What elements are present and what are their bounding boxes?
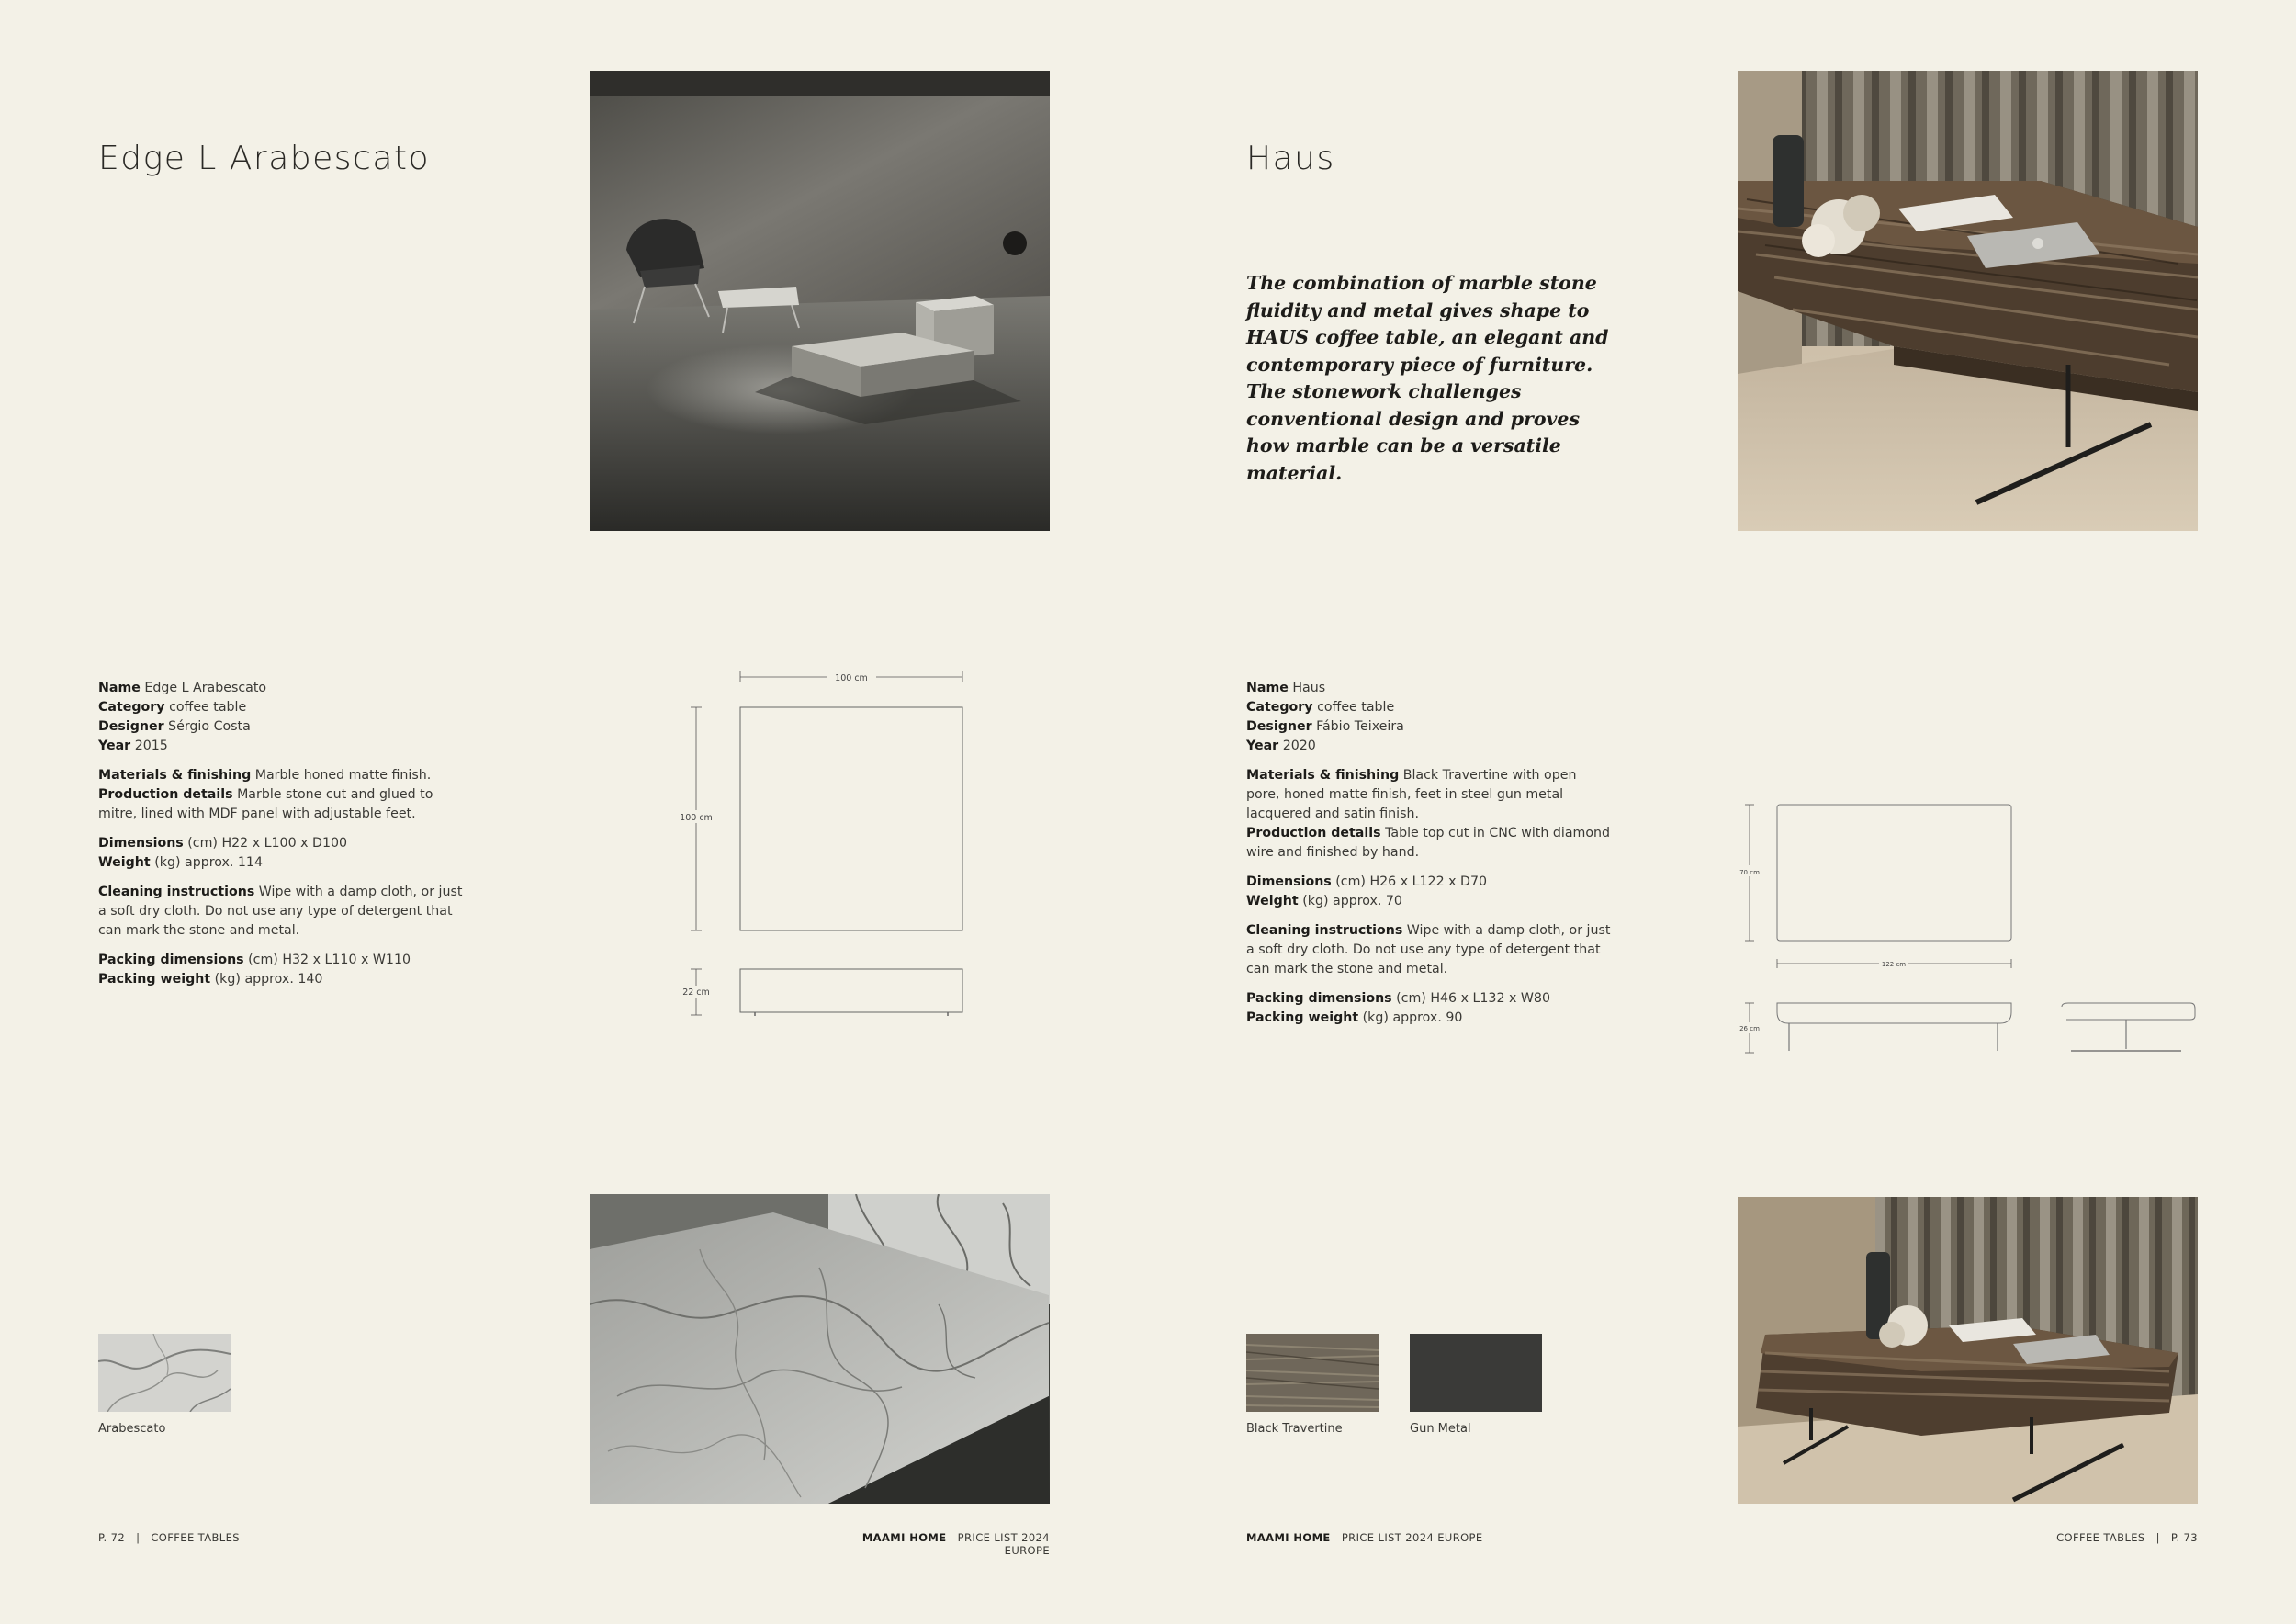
spec-packing-dims: H46 x L132 x W80 — [1430, 991, 1550, 1006]
dimension-depth-label: 70 cm — [1739, 869, 1760, 876]
spec-materials: Black Travertine with open pore, honed matte finish, feet in steel gun metal lacquered and satin finish. — [1246, 768, 1577, 821]
footer-section: COFFEE TABLES — [151, 1531, 240, 1544]
product-photo-detail — [590, 1194, 1050, 1504]
spec-designer: Sérgio Costa — [168, 719, 251, 734]
footer-brand-left — [857, 1531, 1050, 1557]
spec-production: Table top cut in CNC with diamond wire and finished by hand. — [1246, 826, 1611, 860]
spec-label: Packing weight — [1246, 1010, 1359, 1025]
spec-cleaning: Wipe with a damp cloth, or just a soft dry cloth. Do not use any type of detergent that can mark the stone and metal. — [98, 885, 463, 938]
dimension-height-label: 22 cm — [682, 987, 710, 998]
spec-label: Weight — [98, 855, 151, 870]
spec-label: Name — [98, 681, 141, 695]
product-photo-haus — [1738, 71, 2198, 531]
product-description: The combination of marble stone fluidity and metal gives shape to HAUS coffee table, an elegant and contemporary piece of furniture. The stonework challenges conventional design and proves how marble can be a versatile material. — [1246, 272, 1609, 484]
brand-name: MAAMI HOME — [1246, 1531, 1331, 1544]
spec-label: Designer — [1246, 719, 1312, 734]
spec-label: Designer — [98, 719, 164, 734]
spec-label: Category — [1246, 700, 1313, 715]
spec-label: Packing weight — [98, 972, 211, 987]
spec-packing-weight: approx. 90 — [1392, 1010, 1463, 1025]
spec-label: Category — [98, 700, 165, 715]
spec-unit: (cm) — [1335, 874, 1366, 889]
spec-name: Edge L Arabescato — [144, 681, 267, 695]
brand-name: MAAMI HOME — [861, 1531, 947, 1544]
product-photo-haus-lifestyle — [1738, 1197, 2198, 1504]
doc-title: PRICE LIST 2024 EUROPE — [957, 1531, 1050, 1557]
spec-label: Dimensions — [98, 836, 184, 851]
dimension-width-label: 122 cm — [1881, 961, 1907, 968]
spec-unit: (cm) — [187, 836, 218, 851]
dimension-height-label: 26 cm — [1739, 1025, 1760, 1032]
spec-label: Packing dimensions — [1246, 991, 1392, 1006]
spec-unit: (cm) — [248, 953, 278, 967]
spec-label: Weight — [1246, 894, 1299, 908]
spec-weight: approx. 70 — [1333, 894, 1402, 908]
technical-drawing — [1736, 799, 2200, 1061]
spec-unit: (kg) — [1302, 894, 1329, 908]
footer-left: P. 72 | COFFEE TABLES — [98, 1531, 240, 1544]
spec-packing-dims: H32 x L110 x W110 — [282, 953, 411, 967]
spec-category: coffee table — [169, 700, 247, 715]
swatch-arabescato — [98, 1334, 231, 1412]
spec-dimensions: H26 x L122 x D70 — [1369, 874, 1487, 889]
footer-brand-right — [1246, 1531, 1483, 1544]
spec-unit: (kg) — [214, 972, 241, 987]
page-number: P. 72 — [98, 1531, 126, 1544]
spec-weight: approx. 114 — [185, 855, 263, 870]
spec-year: 2015 — [134, 739, 168, 753]
swatch-black-travertine — [1246, 1334, 1379, 1412]
spec-label: Production details — [98, 787, 233, 802]
spec-label: Dimensions — [1246, 874, 1332, 889]
swatch-gun-metal — [1410, 1334, 1542, 1412]
spec-label: Packing dimensions — [98, 953, 244, 967]
spec-label: Cleaning instructions — [1246, 923, 1403, 938]
doc-title: PRICE LIST 2024 EUROPE — [1341, 1531, 1483, 1544]
swatch-label: Black Travertine — [1246, 1422, 1343, 1436]
spec-label: Materials & finishing — [1246, 768, 1400, 783]
spec-unit: (kg) — [1362, 1010, 1389, 1025]
spec-unit: (cm) — [1396, 991, 1426, 1006]
spec-designer: Fábio Teixeira — [1316, 719, 1404, 734]
spec-label: Production details — [1246, 826, 1381, 840]
technical-drawing — [670, 666, 974, 1029]
spec-category: coffee table — [1317, 700, 1395, 715]
spec-sheet — [1246, 679, 1614, 1038]
spec-label: Name — [1246, 681, 1289, 695]
spec-cleaning: Wipe with a damp cloth, or just a soft dry cloth. Do not use any type of detergent that can mark the stone and metal. — [1246, 923, 1611, 976]
spec-sheet — [98, 679, 466, 999]
product-title: Edge L Arabescato — [98, 140, 431, 177]
spec-label: Year — [1246, 739, 1279, 753]
swatch-label: Gun Metal — [1410, 1422, 1471, 1436]
spec-name: Haus — [1292, 681, 1326, 695]
spec-year: 2020 — [1282, 739, 1316, 753]
spec-packing-weight: approx. 140 — [244, 972, 323, 987]
spec-label: Materials & finishing — [98, 768, 252, 783]
dimension-width-label: 100 cm — [835, 673, 868, 683]
spec-label: Year — [98, 739, 131, 753]
dimension-depth-label: 100 cm — [680, 813, 713, 823]
spec-label: Cleaning instructions — [98, 885, 255, 899]
footer-right: COFFEE TABLES | P. 73 — [2056, 1531, 2198, 1544]
product-photo-room — [590, 71, 1050, 531]
page-number: P. 73 — [2170, 1531, 2198, 1544]
footer-section: COFFEE TABLES — [2056, 1531, 2145, 1544]
spec-materials: Marble honed matte finish. — [254, 768, 432, 783]
spec-production: Marble stone cut and glued to mitre, lined with MDF panel with adjustable feet. — [98, 787, 433, 821]
spec-dimensions: H22 x L100 x D100 — [221, 836, 348, 851]
swatch-label: Arabescato — [98, 1422, 166, 1436]
spec-unit: (kg) — [154, 855, 181, 870]
product-title: Haus — [1246, 140, 1335, 177]
